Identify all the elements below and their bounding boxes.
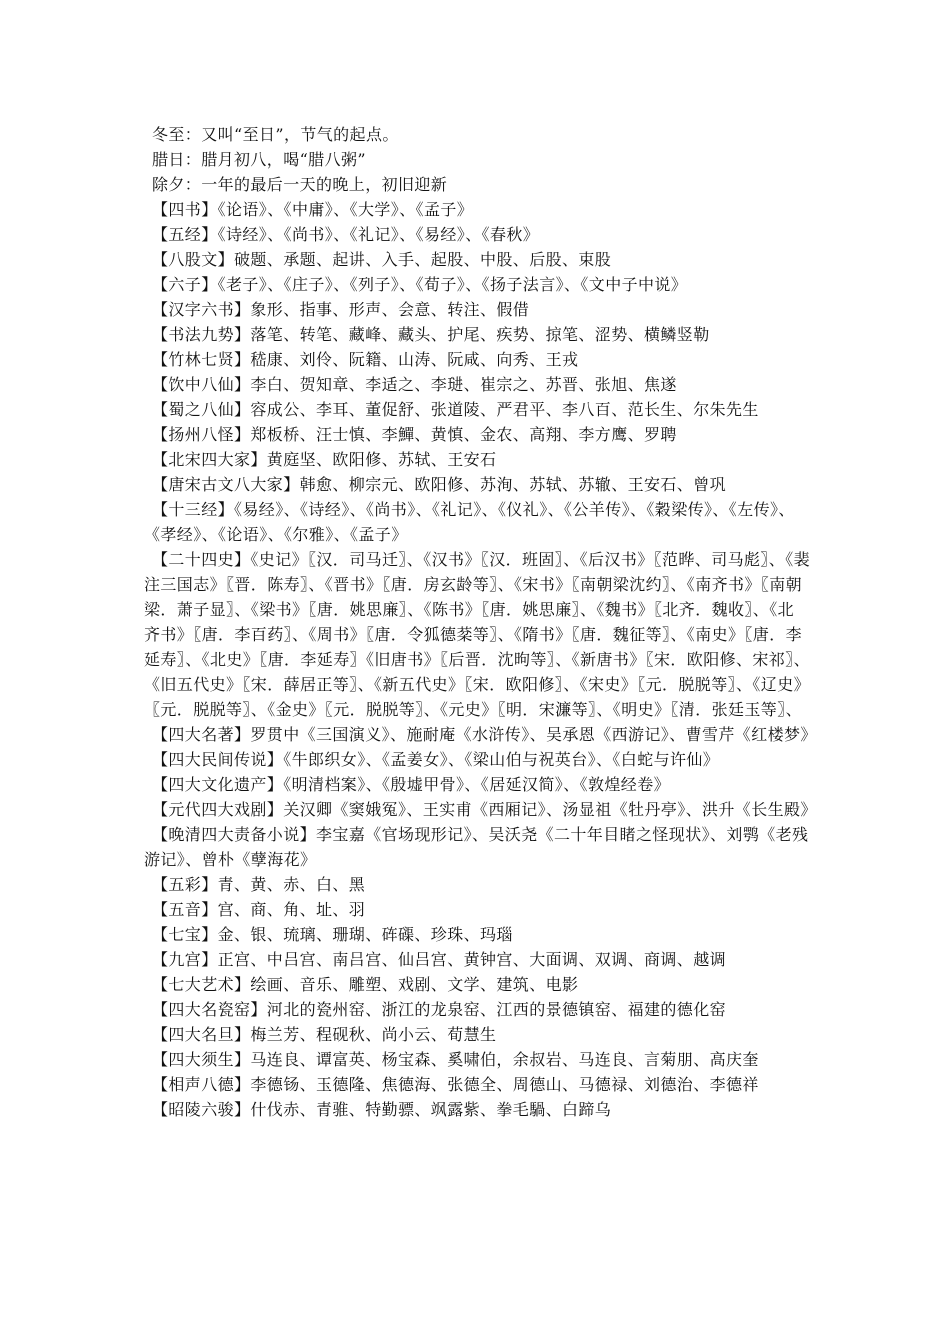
paragraph-wucai: 【五彩】青、黄、赤、白、黑 bbox=[152, 875, 366, 894]
paragraph-sida-wenhua-yichan: 【四大文化遗产】《明清档案》、《殷墟甲骨》、《居延汉简》、《敦煌经卷》 bbox=[152, 775, 671, 794]
paragraph-shuzhi-baxian: 【蜀之八仙】容成公、李耳、董促舒、张道陵、严君平、李八百、范长生、尔朱先生 bbox=[152, 400, 759, 419]
paragraph-sida-mingdan: 【四大名旦】梅兰芳、程砚秋、尚小云、荀慧生 bbox=[152, 1025, 497, 1044]
paragraph-baguwen: 【八股文】破题、承题、起讲、入手、起股、中股、后股、束股 bbox=[152, 250, 612, 269]
paragraph-lari: 腊日：腊月初八，喝“腊八粥” bbox=[152, 150, 366, 169]
paragraph-sida-minjian-chuanshuo: 【四大民间传说】《牛郎织女》、《孟姜女》、《梁山伯与祝英台》、《白蛇与许仙》 bbox=[152, 750, 720, 769]
paragraph-ershisishi: 【二十四史】《史记》〖汉．司马迁〗、《汉书》〖汉．班固〗、《后汉书》〖范晔、司马彪〗、《裴注三国志》〖晋．陈寿〗、《晋书》〖唐．房玄龄等〗、《宋书》〖南朝梁沈约〗、《南齐书》〖南朝梁．萧子显〗、《梁书》〖唐．姚思廉〗、《陈书》〖唐．姚思廉〗、《魏书》〖北齐．魏收〗、《北齐书》〖唐．李百药〗、《周书》〖唐．令狐德棻等〗、《隋书》〖唐．魏征等〗、《南史》〖唐．李延寿〗、《北史》〖唐．李延寿〗《旧唐书》〖后晋．沈昫等〗、《新唐书》〖宋．欧阳修、宋祁〗、《旧五代史》〖宋．薛居正等〗、《新五代史》〖宋．欧阳修〗、《宋史》〖元．脱脱等〗、《辽史》〖元．脱脱等〗、《金史》〖元．脱脱等〗、《元史》〖明．宋濂等〗、《明史》〖清．张廷玉等〗、 bbox=[144, 550, 811, 719]
paragraph-wujing: 【五经】《诗经》、《尚书》、《礼记》、《易经》、《春秋》 bbox=[152, 225, 540, 244]
paragraph-dongzhi: 冬至：又叫“至日”，节气的起点。 bbox=[152, 125, 399, 144]
paragraph-zhulin-qixian: 【竹林七贤】嵇康、刘伶、阮籍、山涛、阮咸、向秀、王戎 bbox=[152, 350, 579, 369]
paragraph-sishu: 【四书】《论语》、《中庸》、《大学》、《孟子》 bbox=[152, 200, 474, 219]
paragraph-liuzi: 【六子】《老子》、《庄子》、《列子》、《荀子》、《扬子法言》、《文中子中说》 bbox=[152, 275, 688, 294]
paragraph-hanzi-liushu: 【汉字六书】象形、指事、形声、会意、转注、假借 bbox=[152, 300, 530, 319]
paragraph-sida-mingciyao: 【四大名瓷窑】河北的瓷州窑、浙江的龙泉窑、江西的景德镇窑、福建的德化窑 bbox=[152, 1000, 727, 1019]
paragraph-zhaoling-liujun: 【昭陵六骏】什伐赤、青骓、特勤骠、飒露紫、拳毛騧、白蹄乌 bbox=[152, 1100, 612, 1119]
paragraph-wuyin: 【五音】宫、商、角、址、羽 bbox=[152, 900, 366, 919]
paragraph-shufa-jiushi: 【书法九势】落笔、转笔、藏峰、藏头、护尾、疾势、掠笔、涩势、横鳞竖勒 bbox=[152, 325, 710, 344]
paragraph-qibao: 【七宝】金、银、琉璃、珊瑚、砗磲、珍珠、玛瑙 bbox=[152, 925, 513, 944]
paragraph-shisanjing: 【十三经】《易经》、《诗经》、《尚书》、《礼记》、《仪礼》、《公羊传》、《穀梁传》、《左传》、《孝经》、《论语》、《尔雅》、《孟子》 bbox=[144, 500, 795, 544]
paragraph-xiangsheng-bade: 【相声八德】李德钖、玉德隆、焦德海、张德全、周德山、马德禄、刘德治、李德祥 bbox=[152, 1075, 759, 1094]
paragraph-wanqing-xiaoshuo: 【晚清四大责备小说】李宝嘉《官场现形记》、吴沃尧《二十年目睹之怪现状》、刘鹗《老残游记》、曾朴《孽海花》 bbox=[144, 825, 809, 869]
paragraph-chuxi: 除夕：一年的最后一天的晚上，初旧迎新 bbox=[152, 175, 448, 194]
paragraph-beisong-sidajia: 【北宋四大家】黄庭坚、欧阳修、苏轼、王安石 bbox=[152, 450, 497, 469]
paragraph-qida-yishu: 【七大艺术】绘画、音乐、雕塑、戏剧、文学、建筑、电影 bbox=[152, 975, 579, 994]
paragraph-sida-xusheng: 【四大须生】马连良、谭富英、杨宝森、奚啸伯，余叔岩、马连良、言菊朋、高庆奎 bbox=[152, 1050, 759, 1069]
paragraph-yuandai-sida-xiju: 【元代四大戏剧】关汉卿《窦娥冤》、王实甫《西厢记》、汤显祖《牡丹亭》、洪升《长生殿》 bbox=[152, 800, 817, 819]
paragraph-yangzhou-baguai: 【扬州八怪】郑板桥、汪士慎、李鱓、黄慎、金农、高翔、李方鹰、罗聘 bbox=[152, 425, 677, 444]
document-page bbox=[144, 122, 817, 1122]
paragraph-sida-mingzhu: 【四大名著】罗贯中《三国演义》、施耐庵《水浒传》、吴承恩《西游记》、曹雪芹《红楼梦》 bbox=[152, 725, 817, 744]
paragraph-tangsong-badajia: 【唐宋古文八大家】韩愈、柳宗元、欧阳修、苏洵、苏轼、苏辙、王安石、曾巩 bbox=[152, 475, 727, 494]
paragraph-yinzhong-baxian: 【饮中八仙】李白、贺知章、李适之、李琎、崔宗之、苏晋、张旭、焦遂 bbox=[152, 375, 677, 394]
paragraph-jiugong: 【九宫】正宫、中吕宫、南吕宫、仙吕宫、黄钟宫、大面调、双调、商调、越调 bbox=[152, 950, 727, 969]
